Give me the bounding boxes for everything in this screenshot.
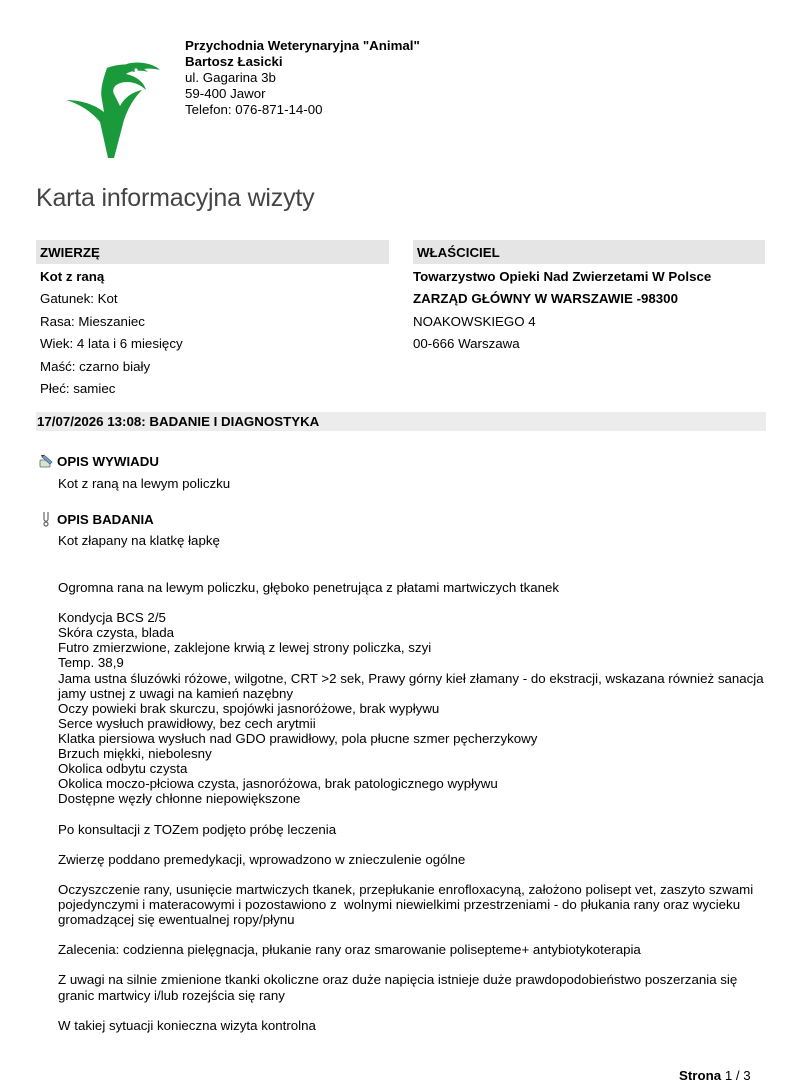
blank-line bbox=[58, 806, 768, 821]
blank-line bbox=[58, 595, 768, 610]
description-line: Zalecenia: codzienna pielęgnacja, płukanie rany oraz smarowanie polisepteme+ antybiotykoterapia bbox=[58, 942, 641, 958]
page-title: Karta informacyjna wizyty bbox=[36, 184, 315, 212]
page-number-value: 1 / 3 bbox=[724, 1068, 751, 1083]
blank-line bbox=[58, 867, 768, 882]
animal-age: Wiek: 4 lata i 6 miesięcy bbox=[40, 336, 183, 352]
blank-line bbox=[58, 957, 768, 972]
owner-line-4: 00-666 Warszawa bbox=[413, 336, 520, 352]
owner-line-2: ZARZĄD GŁÓWNY W WARSZAWIE -98300 bbox=[413, 291, 678, 307]
clinic-info bbox=[185, 38, 420, 118]
description-line: Skóra czysta, blada bbox=[58, 625, 175, 641]
description-line: Okolica odbytu czysta bbox=[58, 761, 188, 777]
page-number bbox=[679, 1068, 751, 1083]
owner-line-3: NOAKOWSKIEGO 4 bbox=[413, 313, 536, 329]
animal-header: ZWIERZĘ bbox=[36, 240, 389, 264]
animal-breed: Rasa: Mieszaniec bbox=[40, 313, 145, 329]
description-line: Okolica moczo-płciowa czysta, jasnoróżowa, brak patologicznego wypływu bbox=[58, 776, 498, 792]
clinic-logo bbox=[62, 60, 170, 162]
description-line: Brzuch miękki, niebolesny bbox=[58, 746, 212, 762]
exam-heading bbox=[38, 511, 154, 527]
visit-header: 17/07/2026 13:08: BADANIE I DIAGNOSTYKA bbox=[36, 412, 766, 431]
interview-icon bbox=[38, 453, 54, 469]
clinic-name: Przychodnia Weterynaryjna "Animal" bbox=[185, 38, 420, 53]
description-line: Serce wysłuch prawidłowy, bez cech arytmii bbox=[58, 715, 316, 731]
animal-sex: Płeć: samiec bbox=[40, 381, 116, 397]
description-line: Jama ustna śluzówki różowe, wilgotne, CRT >2 sek, Prawy górny kieł złamany - do ekstracji, wskazana również sanacja jamy ustnej z uwagi na kamień nazębny bbox=[58, 670, 768, 701]
description-line: Temp. 38,9 bbox=[58, 655, 124, 671]
blank-line bbox=[58, 1003, 768, 1018]
animal-color: Maść: czarno biały bbox=[40, 358, 151, 374]
description-line: Kondycja BCS 2/5 bbox=[58, 610, 166, 626]
owner-line-1: Towarzystwo Opieki Nad Zwierzetami W Polsce bbox=[413, 269, 712, 284]
exam-description bbox=[58, 580, 768, 1033]
page-number-label: Strona bbox=[679, 1068, 722, 1083]
description-line: Futro zmierzwione, zaklejone krwią z lewej strony policzka, szyi bbox=[58, 640, 432, 656]
owner-header: WŁAŚCICIEL bbox=[413, 240, 765, 264]
exam-heading-label: OPIS BADANIA bbox=[57, 511, 154, 527]
stethoscope-icon bbox=[38, 511, 54, 527]
animal-details bbox=[40, 266, 183, 400]
blank-line bbox=[58, 837, 768, 852]
clinic-city: 59-400 Jawor bbox=[185, 86, 266, 101]
interview-heading bbox=[38, 453, 159, 469]
animal-species: Gatunek: Kot bbox=[40, 291, 118, 307]
exam-text: Kot złapany na klatkę łapkę bbox=[58, 533, 220, 548]
clinic-street: ul. Gagarina 3b bbox=[185, 70, 276, 85]
interview-heading-label: OPIS WYWIADU bbox=[57, 453, 159, 469]
description-line: Po konsultacji z TOZem podjęto próbę leczenia bbox=[58, 821, 337, 837]
blank-line bbox=[58, 927, 768, 942]
description-line: Klatka piersiowa wysłuch nad GDO prawidłowy, pola płucne szmer pęcherzykowy bbox=[58, 730, 538, 746]
description-line: Ogromna rana na lewym policzku, głęboko penetrująca z płatami martwiczych tkanek bbox=[58, 580, 560, 595]
description-line: Z uwagi na silnie zmienione tkanki okoliczne oraz duże napięcia istnieje duże prawdopodobieństwo poszerzania się granic martwicy i/lub rozejścia się rany bbox=[58, 972, 741, 1003]
description-line: Dostępne węzły chłonne niepowiększone bbox=[58, 791, 301, 807]
description-line: Oczyszczenie rany, usunięcie martwiczych tkanek, przepłukanie enrofloxacyną, założono polisept vet, zaszyto szwami pojedynczymi i materacowymi i pozostawiono z wolnymi niewielkimi przestrzeniami - do płukania rany oraz wycieku gromadzącej się ewentualnej ropy/płynu bbox=[58, 881, 757, 928]
description-line: Zwierzę poddano premedykacji, wprowadzono w znieczulenie ogólne bbox=[58, 851, 466, 867]
clinic-phone: Telefon: 076-871-14-00 bbox=[185, 102, 323, 117]
description-line: W takiej sytuacji konieczna wizyta kontrolna bbox=[58, 1017, 316, 1033]
clinic-owner: Bartosz Łasicki bbox=[185, 54, 283, 69]
interview-text: Kot z raną na lewym policzku bbox=[58, 476, 231, 491]
animal-name: Kot z raną bbox=[40, 269, 105, 284]
owner-details bbox=[413, 266, 711, 356]
description-line: Oczy powieki brak skurczu, spojówki jasnoróżowe, brak wypływu bbox=[58, 700, 440, 716]
